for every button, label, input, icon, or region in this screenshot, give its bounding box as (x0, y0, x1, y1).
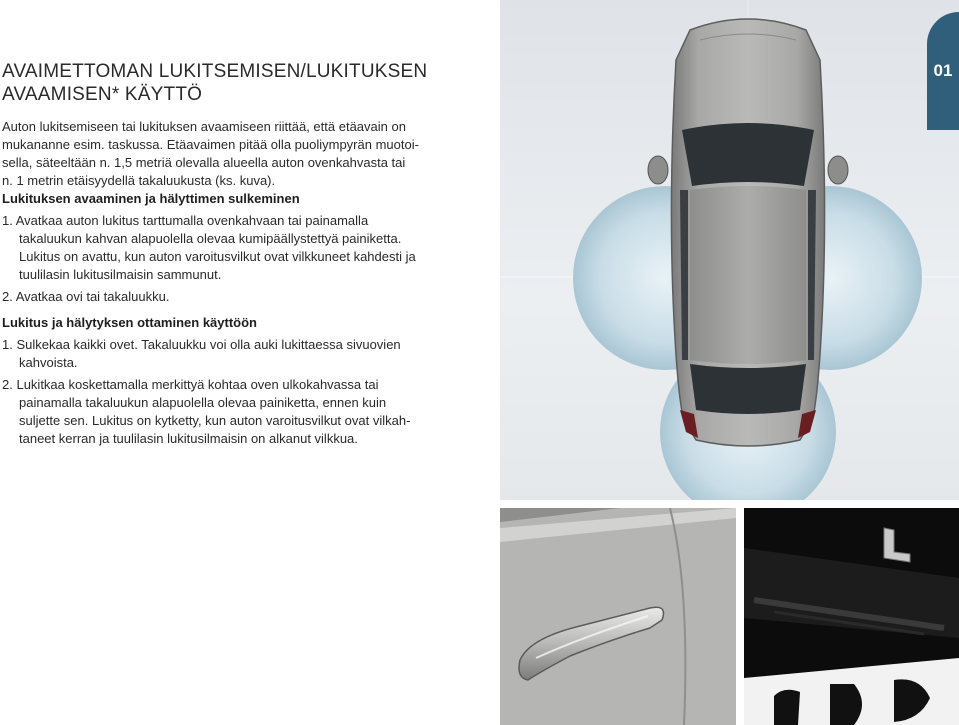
car-top-view-with-zones-icon (500, 0, 959, 500)
unlock-steps (2, 212, 442, 306)
page-title (2, 60, 427, 106)
step-line: Lukitkaa koskettamalla merkittyä kohtaa oven ulkokahvassa tai (16, 377, 379, 392)
door-handle-closeup-icon (500, 508, 736, 725)
step-line: Lukitus on avattu, kun auton varoitusvilkut ovat vilkkuneet kahdesti ja (19, 249, 416, 264)
intro-line-1: Auton lukitsemiseen tai lukituksen avaamiseen riittää, että etäavain on (2, 119, 406, 134)
tailgate-button-closeup-icon (744, 508, 959, 725)
step-line: taneet kerran ja tuulilasin lukitusilmaisin on alkanut vilkkua. (19, 431, 358, 446)
lock-step-1 (2, 336, 442, 372)
lock-step-2 (2, 376, 442, 448)
tailgate-image (744, 508, 959, 725)
step-line: Sulkekaa kaikki ovet. Takaluukku voi olla auki lukittaessa sivuovien (16, 337, 401, 352)
step-line: Avatkaa ovi tai takaluukku. (15, 289, 170, 304)
chapter-number: 01 (933, 61, 953, 80)
title-line-2: AVAAMISEN* KÄYTTÖ (2, 84, 203, 105)
unlock-step-1 (2, 212, 442, 284)
step-number: 1. (2, 337, 13, 352)
step-number: 1. (2, 213, 13, 228)
section-heading-unlock: Lukituksen avaaminen ja hälyttimen sulkeminen (2, 191, 300, 206)
lock-steps (2, 336, 442, 448)
step-number: 2. (2, 289, 13, 304)
step-line: tuulilasin lukitusilmaisin sammunut. (19, 267, 222, 282)
intro-paragraph (2, 118, 442, 190)
intro-line-4: n. 1 metrin etäisyydellä takaluukusta (ks. kuva). (2, 173, 276, 188)
step-line: suljette sen. Lukitus on kytketty, kun auton varoitusvilkut ovat vilkah- (19, 413, 411, 428)
step-number: 2. (2, 377, 13, 392)
step-line: Avatkaa auton lukitus tarttumalla ovenkahvaan tai painamalla (15, 213, 369, 228)
unlock-step-2 (2, 288, 442, 306)
section-heading-lock: Lukitus ja hälytyksen ottaminen käyttöön (2, 315, 257, 330)
car-top-view-image (500, 0, 959, 500)
title-line-1: AVAIMETTOMAN LUKITSEMISEN/LUKITUKSEN (2, 61, 428, 82)
intro-line-3: sella, säteeltään n. 1,5 metriä olevalla alueella auton ovenkahvasta tai (2, 155, 406, 170)
door-handle-image (500, 508, 736, 725)
intro-line-2: mukananne esim. taskussa. Etäavaimen pitää olla puoliympyrän muotoi- (2, 137, 419, 152)
step-line: takaluukun kahvan alapuolella olevaa kumipäällystettyä painiketta. (19, 231, 402, 246)
step-line: kahvoista. (19, 355, 78, 370)
chapter-tab (927, 12, 959, 130)
step-line: painamalla takaluukun alapuolella olevaa painiketta, ennen kuin (19, 395, 387, 410)
